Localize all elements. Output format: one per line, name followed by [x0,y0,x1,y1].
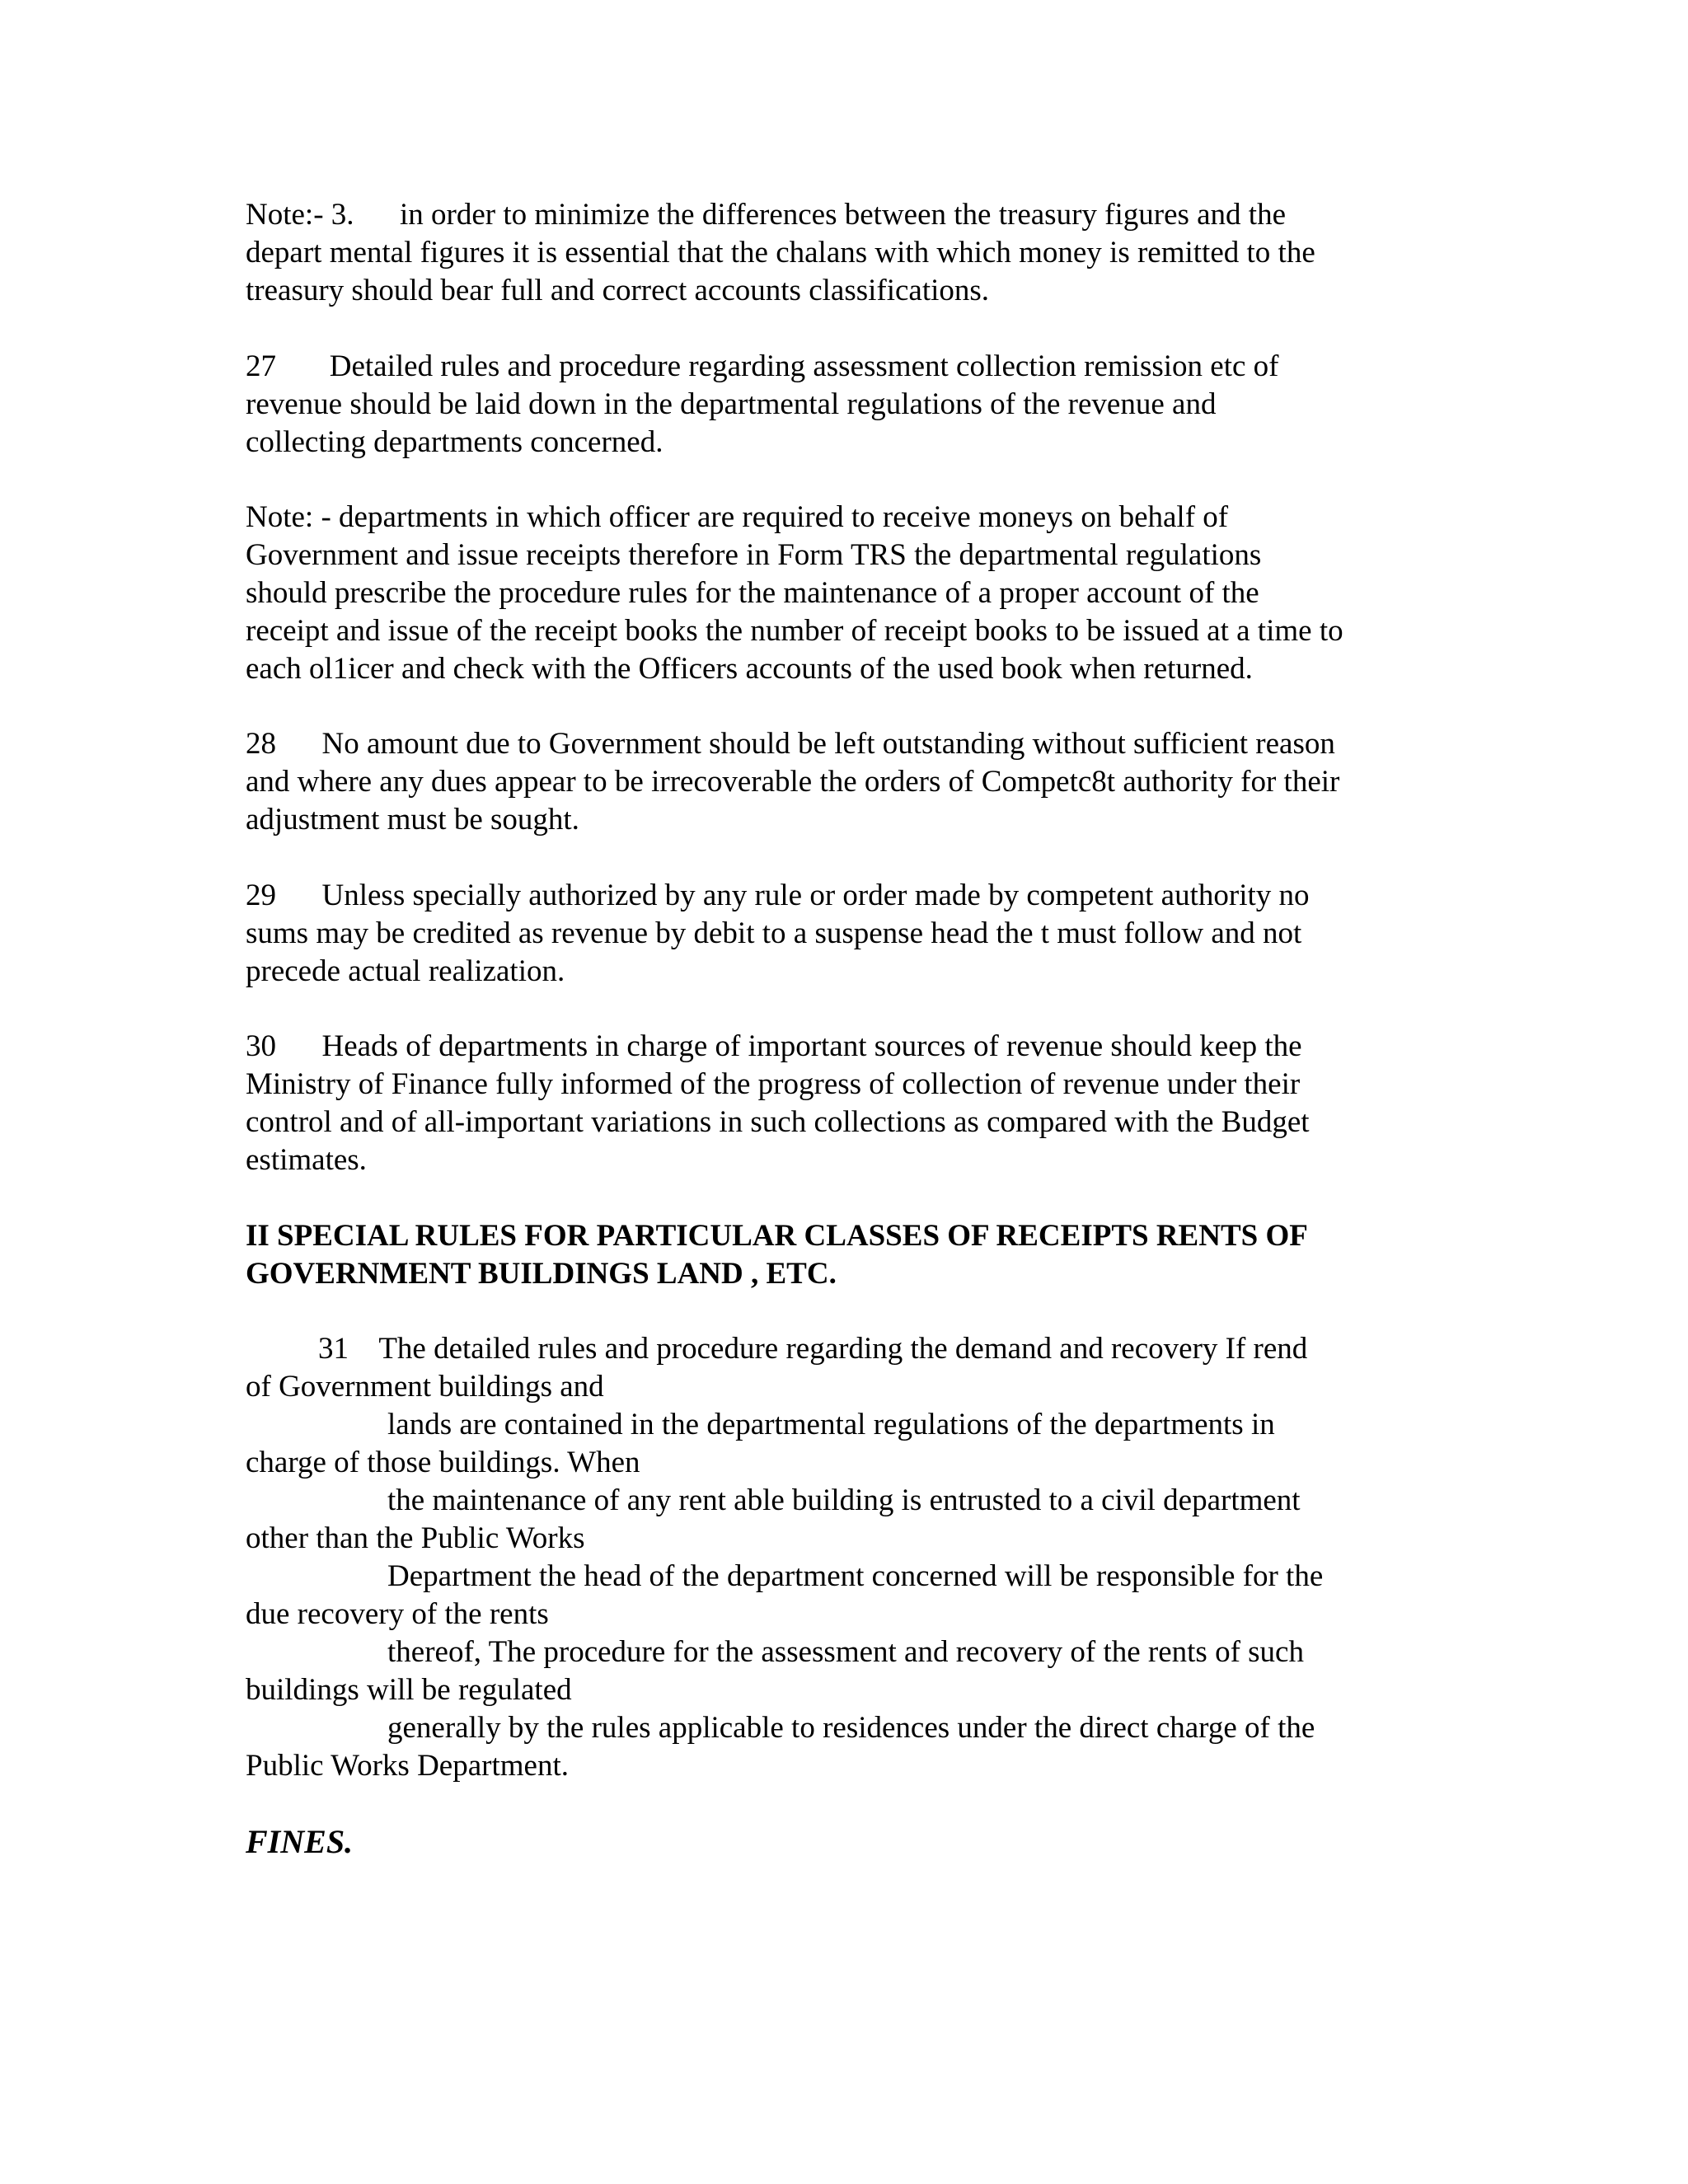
note-departments-line-5: each ol1icer and check with the Officers accounts of the used book when returned. [246,652,1253,686]
fines-heading: FINES. [246,1823,354,1860]
rule-31-line-1: 31 The detailed rules and procedure regarding the demand and recovery If rend [318,1332,1308,1366]
rule-31-line-2: of Government buildings and [246,1370,604,1404]
rule-27-line-2: revenue should be laid down in the departmental regulations of the revenue and [246,387,1217,421]
note-departments-line-2: Government and issue receipts therefore in Form TRS the departmental regulations [246,538,1262,572]
rule-30-line-2: Ministry of Finance fully informed of the progress of collection of revenue under their [246,1067,1301,1101]
rule-28-line-1: 28 No amount due to Government should be left outstanding without sufficient reason [246,727,1335,761]
rule-31-line-7: Department the head of the department concerned will be responsible for the [387,1559,1324,1593]
rule-27-line-1: 27 Detailed rules and procedure regarding assessment collection remission etc of [246,349,1279,383]
rule-28-line-2: and where any dues appear to be irrecoverable the orders of Competc8t authority for their [246,765,1340,799]
note-3-line-3: treasury should bear full and correct accounts classifications. [246,274,990,307]
rule-31-line-11: generally by the rules applicable to residences under the direct charge of the [387,1711,1315,1745]
note-3-line-2: depart mental figures it is essential that the chalans with which money is remitted to the [246,236,1315,269]
rule-29-line-3: precede actual realization. [246,954,565,988]
rule-30-line-1: 30 Heads of departments in charge of important sources of revenue should keep the [246,1029,1302,1063]
rule-28-line-3: adjustment must be sought. [246,803,579,837]
note-departments-line-3: should prescribe the procedure rules for the maintenance of a proper account of the [246,576,1259,610]
rule-31-line-9: thereof, The procedure for the assessment and recovery of the rents of such [387,1635,1304,1669]
rule-31-line-12: Public Works Department. [246,1749,569,1783]
rule-30-line-4: estimates. [246,1143,367,1177]
rule-31-line-5: the maintenance of any rent able building is entrusted to a civil department [387,1483,1301,1517]
rule-31-line-3: lands are contained in the departmental regulations of the departments in [387,1408,1275,1441]
section-heading-line-1: II SPECIAL RULES FOR PARTICULAR CLASSES OF RECEIPTS RENTS OF [246,1219,1308,1253]
rule-27-line-3: collecting departments concerned. [246,425,663,459]
note-departments-line-1: Note: - departments in which officer are required to receive moneys on behalf of [246,500,1229,534]
rule-31-line-10: buildings will be regulated [246,1673,572,1707]
section-heading-line-2: GOVERNMENT BUILDINGS LAND , ETC. [246,1257,837,1291]
rule-31-line-4: charge of those buildings. When [246,1446,640,1479]
note-departments-line-4: receipt and issue of the receipt books the number of receipt books to be issued at a time to [246,614,1343,648]
rule-30-line-3: control and of all-important variations in such collections as compared with the Budget [246,1105,1310,1139]
rule-29-line-2: sums may be credited as revenue by debit to a suspense head the t must follow and not [246,916,1302,950]
rule-31-line-8: due recovery of the rents [246,1597,549,1631]
note-3-line-1: Note:- 3. in order to minimize the differences between the treasury figures and the [246,198,1287,232]
rule-29-line-1: 29 Unless specially authorized by any rule or order made by competent authority no [246,879,1310,912]
rule-31-line-6: other than the Public Works [246,1521,585,1555]
